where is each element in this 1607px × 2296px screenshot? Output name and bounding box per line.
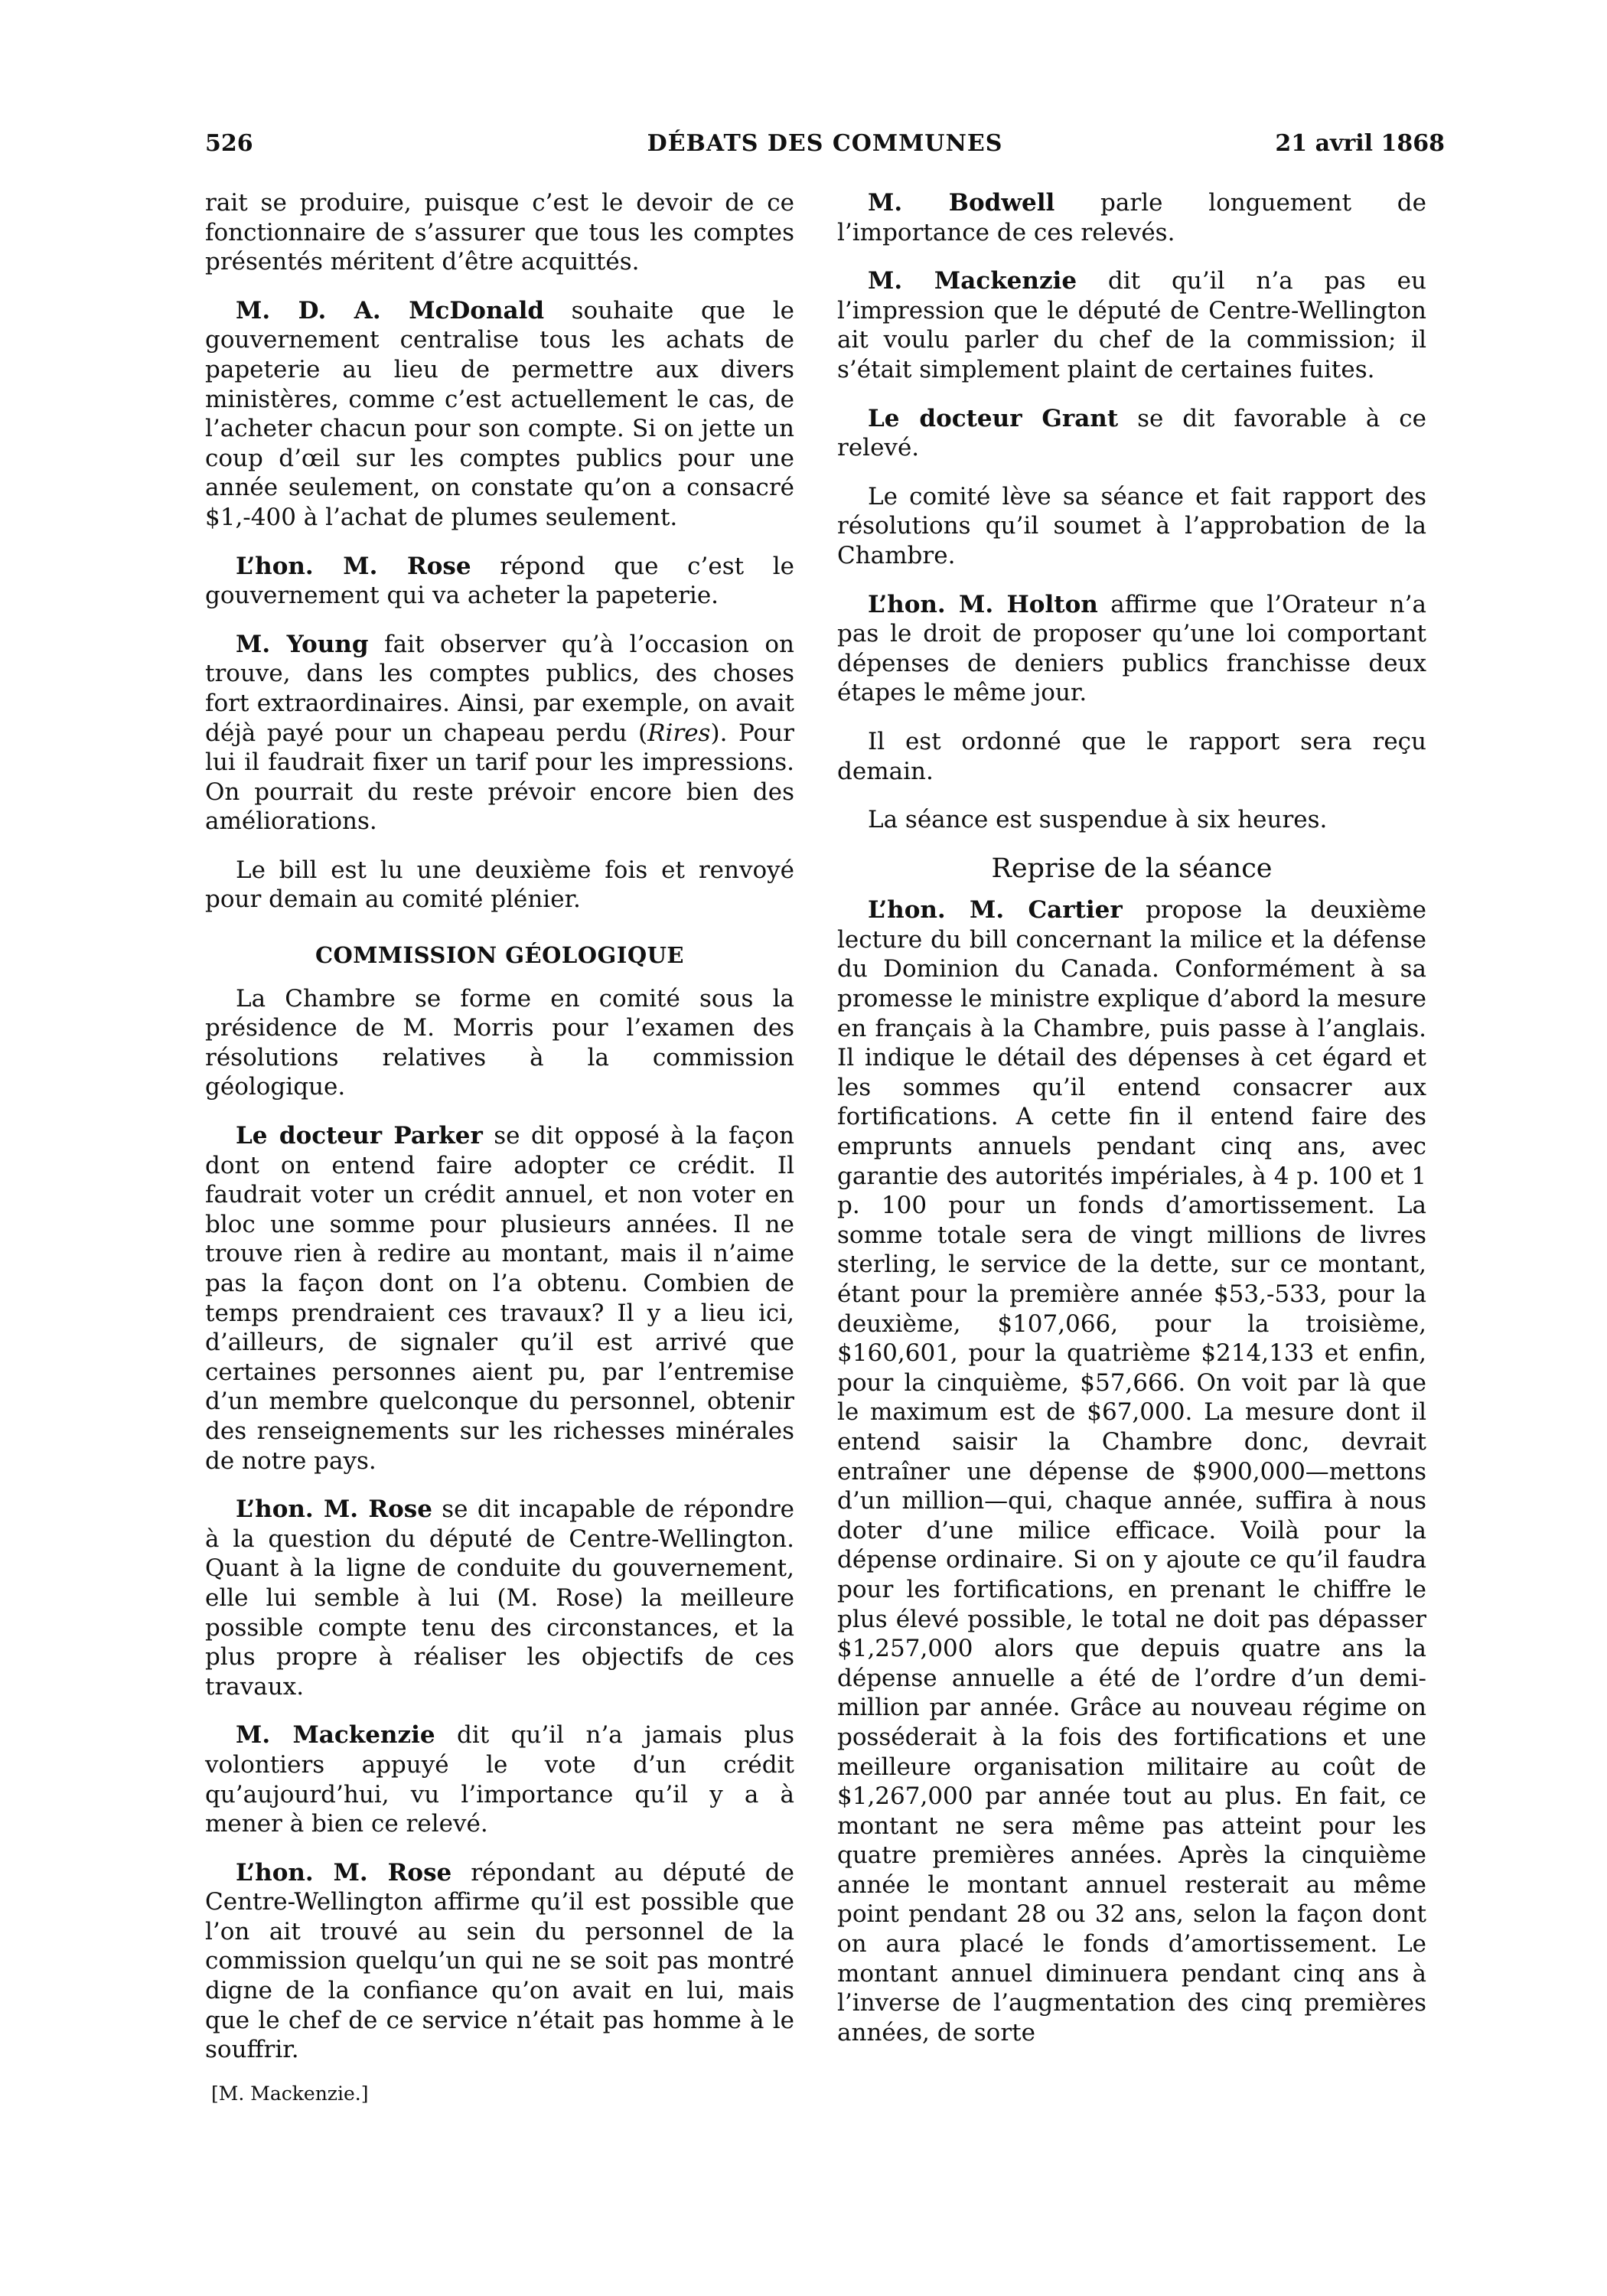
speaker-name: L’hon. M. Holton (868, 590, 1098, 618)
paragraph: rait se produire, puisque c’est le devoir de ce fonctionnaire de s’assurer que tous les comptes présentés méritent d’être acquittés. (205, 189, 794, 276)
speaker-name: M. Mackenzie (236, 1721, 435, 1750)
speaker-name: L’hon. M. Rose (236, 552, 471, 580)
paragraph (837, 266, 1426, 384)
paragraph (205, 552, 794, 611)
left-column (205, 188, 794, 2108)
paragraph (837, 404, 1426, 463)
speech-text: se dit opposé à la façon dont on entend faire adopter ce crédit. Il faudrait voter un crédit annuel, et non voter en bloc une somme pour plusieurs années. Il ne trouve rien à redire au montant, mais il n’aime pas la façon dont on l’a obtenu. Combien de temps prendraient ces travaux? Il y a lieu ici, d’ailleurs, de signaler qu’il est arrivé que certaines personnes aient pu, par l’entremise d’un membre quelconque du personnel, obtenir des renseignements sur les richesses minérales de notre pays. (205, 1122, 794, 1475)
paragraph: Il est ordonné que le rapport sera reçu demain. (837, 727, 1426, 785)
speech-text: parle longuement de l’importance de ces relevés. (837, 189, 1426, 246)
speaker-name: Le docteur Grant (868, 404, 1119, 432)
speaker-name: L’hon. M. Cartier (868, 896, 1123, 925)
paragraph (205, 1495, 794, 1701)
speech-text: se dit favorable à ce relevé. (837, 404, 1427, 462)
speech-text: propose la deuxième lecture du bill concernant la milice et la défense du Dominion du Canada. Conformément à sa promesse le ministre explique d’abord la mesure en français à la Chambre, puis passe à l’anglais. Il indique le détail des dépenses à cet égard et les sommes qu’il entend consacrer aux fortifications. A cette fin il entend faire des emprunts annuels pendant cinq ans, avec garantie des autorités impériales, à 4 p. 100 et 1 p. 100 pour un fonds d’amortissement. La somme totale sera de vingt millions de livres sterling, le service de la dette, sur ce montant, étant pour la première année $53,-533, pour la deuxième, $107,066, pour la troisième, $160,601, pour la quatrième $214,133 et enfin, pour la cinquième, $57,666. On voit par là que le maximum est de $67,000. La mesure dont il entend saisir la Chambre donc, devrait entraîner une dépense de $900,000—mettons d’un million—qui, chaque année, suffira à nous doter d’une milice efficace. Voilà pour la dépense ordinaire. Si on y ajoute ce qu’il faudra pour les fortifications, en prenant le chiffre le plus élevé possible, le total ne doit pas dépasser $1,257,000 alors que depuis quatre ans la dépense annuelle a été de l’ordre d’un demi-million par année. Grâce au nouveau régime on posséderait à la fois des fortifications et une meilleure organisation militaire au coût de $1,267,000 par année tout au plus. En fait, ce montant ne sera même pas atteint pour les quatre premières années. Après la cinquième année le montant annuel resterait au même point pendant 28 ou 32 ans, selon la façon dont on aura placé le fonds d’amortissement. Le montant annuel diminuera pendant cinq ans à l’inverse de l’augmentation des cinq premières années, de sorte (837, 896, 1427, 2047)
speech-text: dit qu’il n’a jamais plus volontiers appuyé le vote d’un crédit qu’aujourd’hui, vu l’importance qu’il y a à mener à bien ce relevé. (205, 1721, 794, 1838)
speech-text: fait observer qu’à l’occasion on trouve, dans les comptes publics, des choses fort extraordinaires. Ainsi, par exemple, on avait déjà payé pour un chapeau perdu ( (205, 630, 794, 747)
paragraph (205, 1720, 794, 1838)
paragraph (837, 895, 1426, 2047)
page-number: 526 (205, 130, 253, 157)
right-column (837, 188, 1426, 2066)
paragraph (837, 188, 1426, 247)
paragraph: La Chambre se forme en comité sous la présidence de M. Morris pour l’examen des résolutions relatives à la commission géologique. (205, 984, 794, 1101)
footer-reference: [M. Mackenzie.] (211, 2082, 369, 2105)
speech-text: dit qu’il n’a pas eu l’impression que le député de Centre-Wellington ait voulu parler du chef de la commission; il s’était simplement plaint de certaines fuites. (837, 267, 1426, 383)
paragraph (205, 1858, 794, 2065)
speaker-name: L’hon. M. Rose (236, 1858, 452, 1887)
speech-text: répondant au député de Centre-Wellington affirme qu’il est possible que l’on ait trouvé au sein du personnel de la commission quelqu’un qui ne se soit pas montré digne de la confiance qu’on avait en lui, mais que le chef de ce service n’était pas homme à le souffrir. (205, 1858, 794, 2064)
running-header (205, 130, 1445, 164)
paragraph (205, 296, 794, 533)
speech-text: se dit incapable de répondre à la question du député de Centre-Wellington. Quant à la ligne de conduite du gouvernement, elle lui semble à lui (M. Rose) la meilleure possible compte tenu des circonstances, et la plus propre à réaliser les objectifs de ces travaux. (205, 1495, 795, 1701)
publication-title: DÉBATS DES COMMUNES (647, 130, 1003, 157)
section-heading: Reprise de la séance (991, 853, 1273, 884)
header-date: 21 avril 1868 (1275, 130, 1445, 157)
speech-text: ). Pour lui il faudrait fixer un tarif pour les impressions. On pourrait du reste prévoir encore bien des améliorations. (205, 719, 794, 836)
paragraph: Le comité lève sa séance et fait rapport des résolutions qu’il soumet à l’approbation de la Chambre. (837, 482, 1426, 569)
section-heading: COMMISSION GÉOLOGIQUE (315, 942, 685, 969)
paragraph: Le bill est lu une deuxième fois et renvoyé pour demain au comité plénier. (205, 856, 794, 914)
speaker-name: M. Mackenzie (868, 267, 1077, 295)
paragraph (837, 590, 1426, 708)
speaker-name: L’hon. M. Rose (236, 1495, 432, 1524)
paragraph: La séance est suspendue à six heures. (868, 806, 1328, 834)
stage-direction: Rires (647, 719, 711, 747)
speaker-name: M. Bodwell (868, 189, 1055, 217)
speaker-name: Le docteur Parker (236, 1122, 483, 1150)
speech-text: affirme que l’Orateur n’a pas le droit de proposer qu’une loi comportant dépenses de deniers publics franchisse deux étapes le même jour. (837, 590, 1426, 707)
speaker-name: M. D. A. McDonald (236, 296, 545, 325)
speech-text: souhaite que le gouvernement centralise tous les achats de papeterie au lieu de permettre aux divers ministères, comme c’est actuellement le cas, de l’acheter chacun pour son compte. Si on jette un coup d’œil sur les comptes publics pour une année seulement, on constate qu’on a consacré $1,-400 à l’achat de plumes seulement. (205, 296, 795, 531)
speech-text: répond que c’est le gouvernement qui va acheter la papeterie. (205, 552, 794, 610)
speaker-name: M. Young (236, 630, 369, 658)
paragraph (205, 630, 794, 837)
paragraph (205, 1121, 794, 1476)
